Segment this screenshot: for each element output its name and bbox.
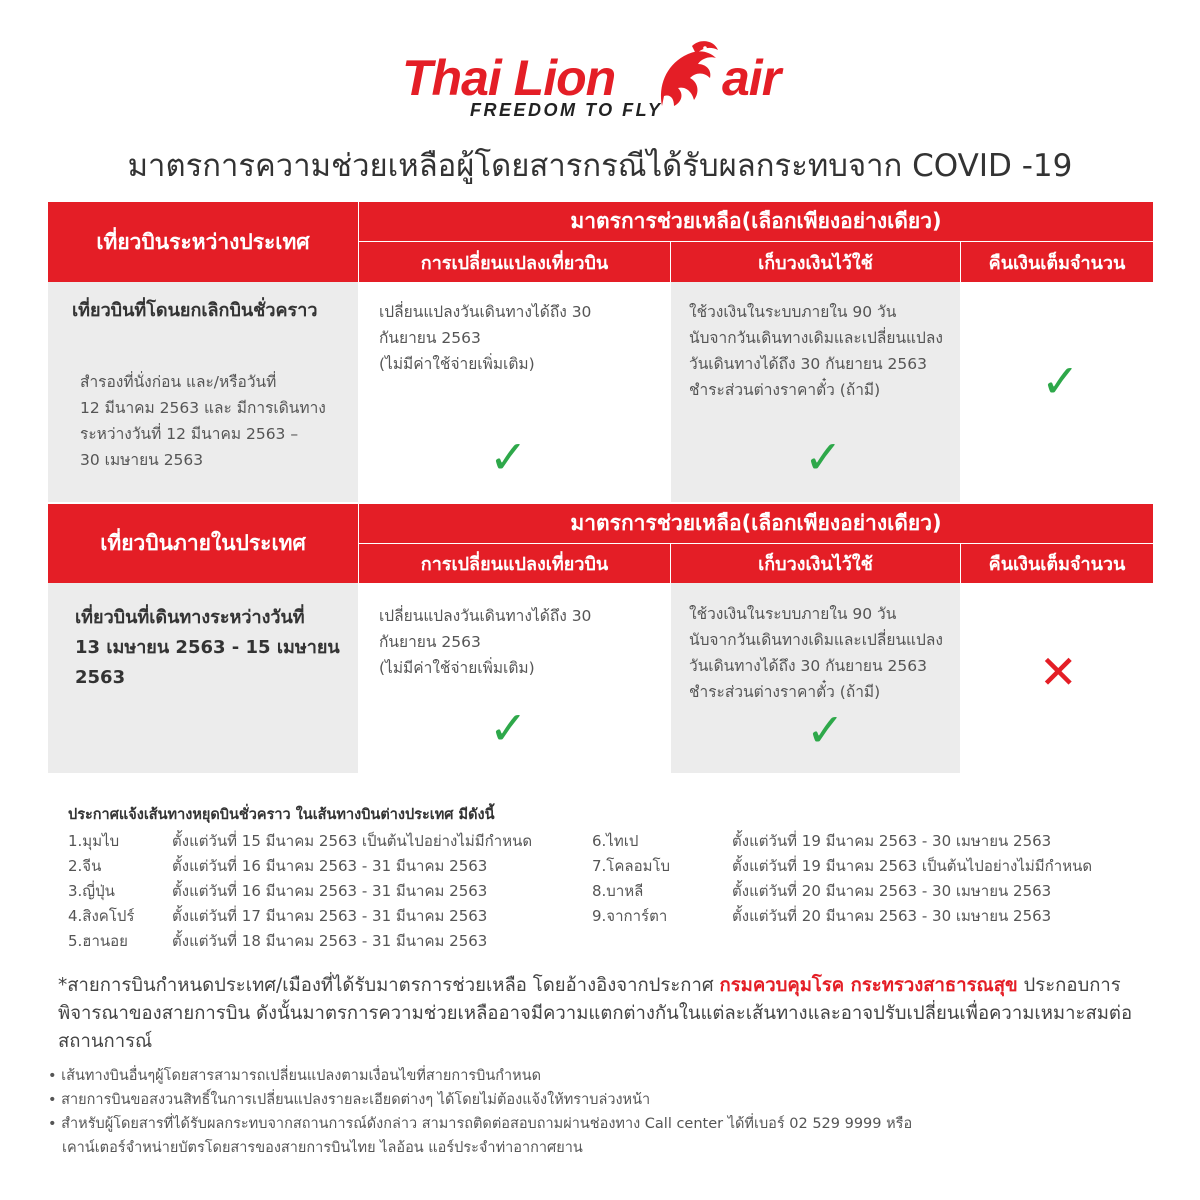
- bullet-list: [48, 1064, 912, 1160]
- domestic-col-change: การเปลี่ยนแปลงเที่ยวบิน: [359, 544, 670, 583]
- lion-logo-icon: [644, 36, 722, 110]
- international-col-credit: เก็บวงเงินไว้ใช้: [671, 242, 960, 282]
- page-title: มาตรการความช่วยเหลือผู้โดยสารกรณีได้รับผลกระทบจาก COVID -19: [127, 148, 1073, 184]
- check-icon: ✓: [806, 703, 845, 757]
- list-item: • สายการบินขอสงวนสิทธิ์ในการเปลี่ยนแปลงรายละเอียดต่างๆ ได้โดยไม่ต้องแจ้งให้ทราบล่วงหน้า: [48, 1092, 651, 1108]
- international-change-text: เปลี่ยนแปลงวันเดินทางได้ถึง 30 กันยายน 2563 (ไม่มีค่าใช้จ่ายเพิ่มเติม): [379, 303, 592, 373]
- slogan: FREEDOM TO FLY: [470, 100, 663, 120]
- international-label: เที่ยวบินระหว่างประเทศ: [48, 202, 358, 282]
- footnote-highlight: กรมควบคุมโรค กระทรวงสาธารณสุข: [719, 975, 1018, 996]
- list-item: • สำหรับผู้โดยสารที่ได้รับผลกระทบจากสถานการณ์ดังกล่าว สามารถติดต่อสอบถามผ่านช่องทาง Call center ได้ที่เบอร์ 02 529 9999 หรือ: [48, 1116, 913, 1132]
- domestic-col-refund: คืนเงินเต็มจำนวน: [961, 544, 1153, 583]
- domestic-col-credit: เก็บวงเงินไว้ใช้: [671, 544, 960, 583]
- international-col-refund: คืนเงินเต็มจำนวน: [961, 242, 1153, 282]
- list-item: • เส้นทางบินอื่นๆผู้โดยสารสามารถเปลี่ยนแปลงตามเงื่อนไขที่สายการบินกำหนด: [48, 1068, 542, 1084]
- domestic-row-label-cell: [48, 583, 358, 773]
- logo-air-text: air: [722, 50, 781, 106]
- international-row-title: เที่ยวบินที่โดนยกเลิกบินชั่วคราว: [72, 300, 318, 321]
- domestic-credit-cell: [671, 583, 960, 773]
- notice-title: ประกาศแจ้งเส้นทางหยุดบินชั่วคราว ในเส้นทางบินต่างประเทศ มีดังนี้: [68, 807, 495, 823]
- domestic-label: เที่ยวบินภายในประเทศ: [48, 504, 358, 583]
- domestic-change-text: เปลี่ยนแปลงวันเดินทางได้ถึง 30 กันยายน 2563 (ไม่มีค่าใช้จ่ายเพิ่มเติม): [379, 607, 592, 677]
- check-icon: ✓: [489, 701, 528, 755]
- international-row-detail: สำรองที่นั่งก่อน และ/หรือวันที่ 12 มีนาคม 2563 และ มีการเดินทาง ระหว่างวันที่ 12 มีนาคม 2563 – 30 เมษายน 2563: [80, 373, 326, 469]
- cross-icon: ✕: [1039, 645, 1078, 699]
- domestic-credit-text: ใช้วงเงินในระบบภายใน 90 วัน นับจากวันเดินทางเดิมและเปลี่ยนแปลง วันเดินทางได้ถึง 30 กันยายน 2563 ชำระส่วนต่างราคาตั๋ว (ถ้ามี): [689, 605, 943, 701]
- international-col-change: การเปลี่ยนแปลงเที่ยวบิน: [359, 242, 670, 282]
- check-icon: ✓: [804, 430, 843, 484]
- domestic-change-cell: [359, 583, 670, 773]
- domestic-row-title: เที่ยวบินที่เดินทางระหว่างวันที่ 13 เมษายน 2563 - 15 เมษายน 2563: [75, 607, 340, 688]
- check-icon: ✓: [489, 430, 528, 484]
- international-change-cell: [359, 282, 670, 502]
- domestic-measures-header: มาตรการช่วยเหลือ(เลือกเพียงอย่างเดียว): [359, 504, 1153, 543]
- footnote: *สายการบินกำหนดประเทศ/เมืองที่ได้รับมาตรการช่วยเหลือ โดยอ้างอิงจากประกาศ กรมควบคุมโรค กระทรวงสาธารณสุข ประกอบการพิจารณาของสายการบิน ดังนั้นมาตรการความช่วยเหลืออาจมีความแตกต่างกันในแต่ละเส้นทางและอาจปรับเปลี่ยนเพื่อความเหมาะสมต่อสถานการณ์: [58, 975, 1133, 1052]
- international-credit-text: ใช้วงเงินในระบบภายใน 90 วัน นับจากวันเดินทางเดิมและเปลี่ยนแปลง วันเดินทางได้ถึง 30 กันยายน 2563 ชำระส่วนต่างราคาตั๋ว (ถ้ามี): [689, 303, 943, 399]
- international-row-label-cell: [48, 282, 358, 502]
- logo-text: Thai Lion: [402, 50, 616, 106]
- list-item: เคาน์เตอร์จำหน่ายบัตรโดยสารของสายการบินไทย ไลอ้อน แอร์ประจำท่าอากาศยาน: [62, 1140, 583, 1156]
- international-credit-cell: [671, 282, 960, 502]
- international-measures-header: มาตรการช่วยเหลือ(เลือกเพียงอย่างเดียว): [359, 202, 1153, 241]
- international-refund-cell: [961, 282, 1153, 502]
- check-icon: ✓: [1041, 354, 1080, 408]
- domestic-refund-cell: [961, 583, 1153, 773]
